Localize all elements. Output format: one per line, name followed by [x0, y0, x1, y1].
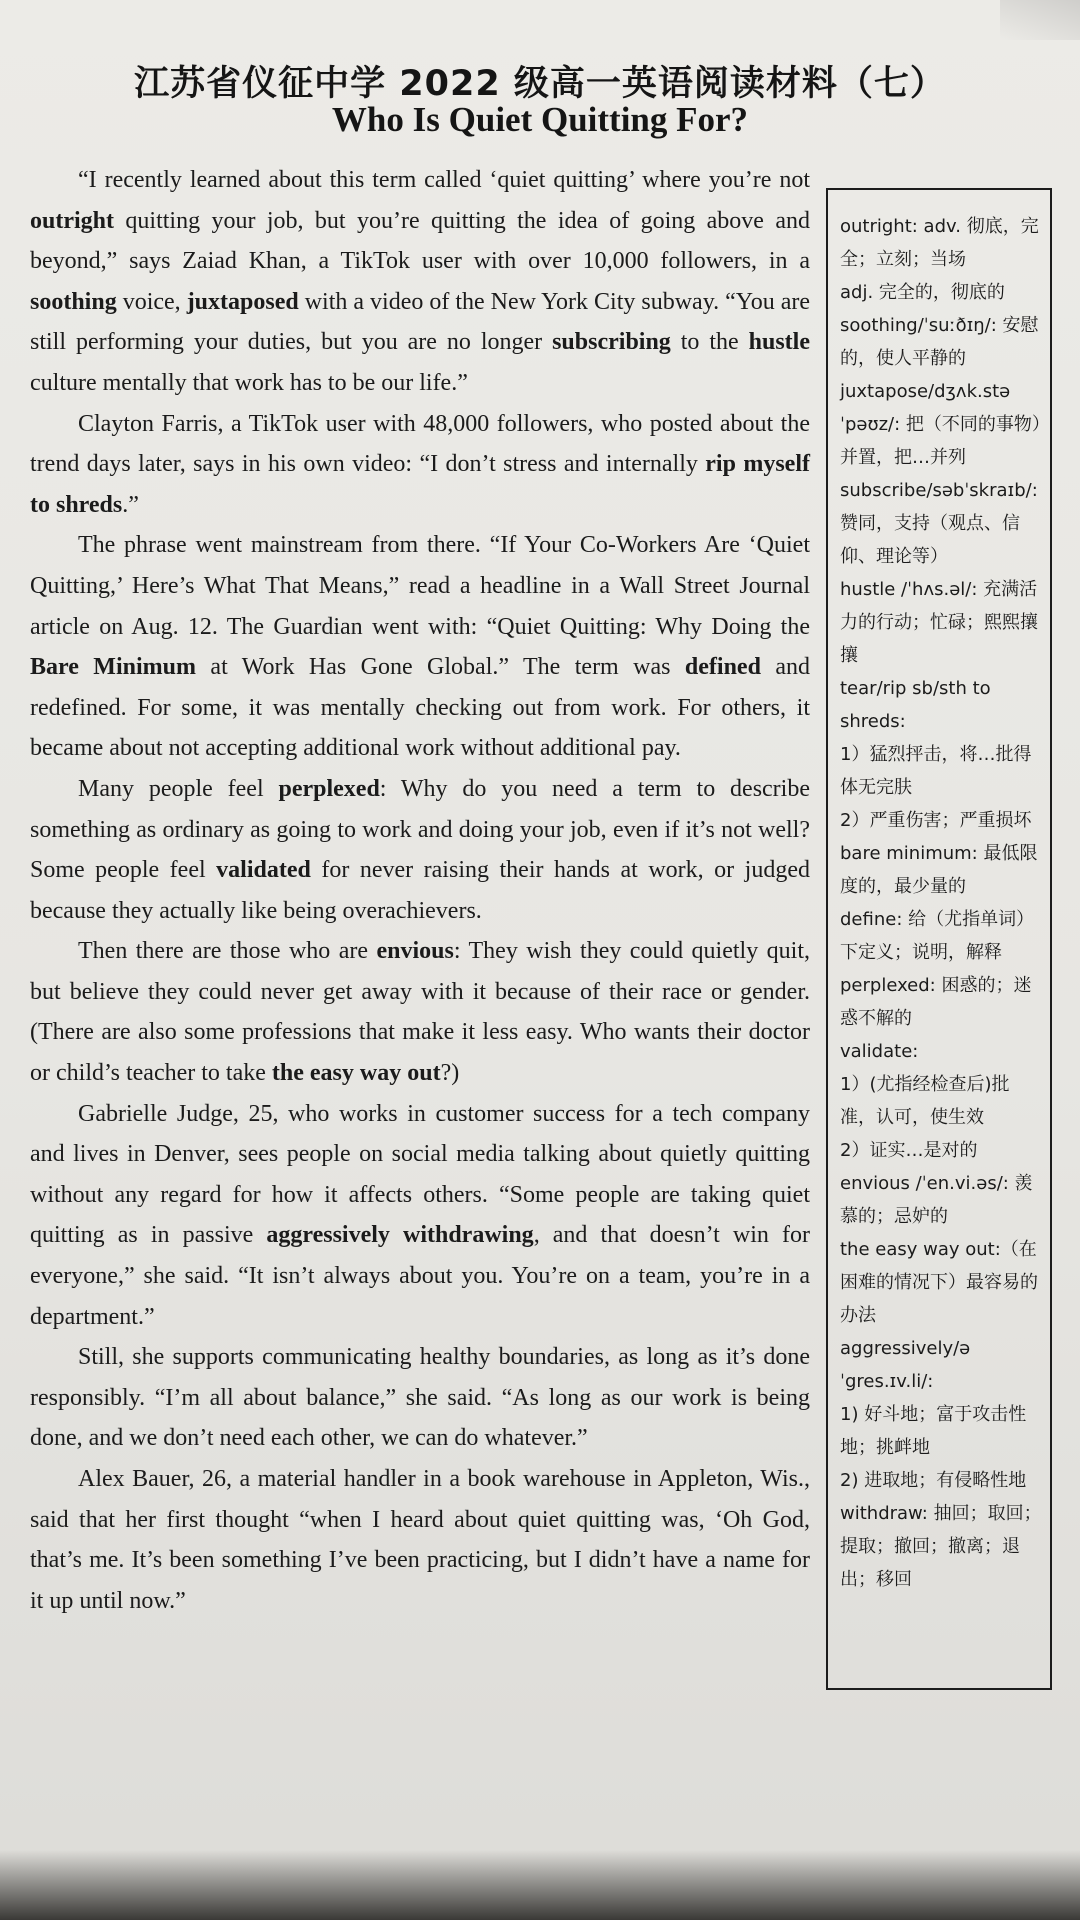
vocab-term: juxtaposed [186, 288, 299, 315]
glossary-entry: withdraw: 抽回；取回；提取；撤回；撤离；退出；移回 [840, 1503, 1042, 1590]
vocab-term: hustle [748, 329, 810, 356]
text-run: , and that doesn’t win for everyone,” she said. “It isn’t always about you. You’re on a team, you’re in a department.” [30, 1222, 810, 1330]
text-run: The phrase went mainstream from there. “If Your Co-Workers Are ‘Quiet Quitting,’ Here’s What That Means,” read a headline in a Wall Street Journal article on Aug. 12. The Guardian went with: “Quiet Quitting: Why Doing the [30, 532, 810, 640]
article-paragraph [30, 404, 810, 526]
glossary-entry: 2) 进取地；有侵略性地 [840, 1470, 1027, 1491]
glossary-entry: 2）严重伤害；严重损坏 [840, 810, 1032, 831]
glossary-entry: adj. 完全的，彻底的 [840, 282, 1005, 303]
text-run: Clayton Farris, a TikTok user with 48,000 followers, who posted about the trend days later, says in his own video: “I don’t stress and internally [30, 410, 810, 478]
glossary-entry: aggressively/əˈgres.ɪv.li/: [840, 1338, 971, 1392]
glossary-entry: the easy way out:（在困难的情况下）最容易的办法 [840, 1239, 1038, 1326]
vocab-term: envious [376, 938, 454, 965]
glossary-entry: 1) 好斗地；富于攻击性地；挑衅地 [840, 1404, 1027, 1458]
vocab-term: validated [216, 857, 311, 884]
text-run: Many people feel [78, 775, 279, 802]
vocab-term: aggressively withdrawing [266, 1222, 534, 1249]
page-bottom-shadow [0, 1850, 1080, 1920]
page-fold-shadow [1000, 0, 1080, 40]
vocab-term: Bare Minimum [30, 654, 196, 681]
article-paragraph [30, 1094, 810, 1338]
article-paragraph [30, 1459, 810, 1621]
article-title: Who Is Quiet Quitting For? [331, 100, 749, 139]
text-run: Gabrielle Judge, 25, who works in customer success for a tech company and lives in Denver, sees people on social media talking about quietly quitting without any regard for how it affects others. “Some people are taking quiet quitting as in passive [30, 1100, 810, 1249]
vocab-term: subscribing [552, 329, 671, 356]
vocab-term: the easy way out [271, 1060, 441, 1087]
vocab-term: rip myself to shreds [30, 451, 810, 518]
text-run: quitting your job, but you’re quitting the idea of going above and beyond,” says Zaiad Khan, a TikTok user with over 10,000 followers, in a [30, 207, 810, 275]
article-paragraph [30, 160, 810, 404]
text-run: Still, she supports communicating healthy boundaries, as long as it’s done responsibly. “I’m all about balance,” she said. “As long as our work is being done, and we don’t need each other, we can do whatever.” [30, 1344, 810, 1452]
glossary-entry: outright: adv. 彻底，完全；立刻；当场 [840, 216, 1039, 270]
text-run: for never raising their hands at work, or judged because they actually like being overachievers. [30, 857, 811, 924]
glossary-entry: perplexed: 困惑的；迷惑不解的 [840, 975, 1032, 1029]
glossary-entry: subscribe/səbˈskraɪb/: 赞同，支持（观点、信仰、理论等） [840, 480, 1038, 567]
article-paragraph [30, 525, 810, 769]
worksheet-title: 江苏省仪征中学 2022 级高一英语阅读材料（七） [134, 64, 946, 104]
glossary-entry: 1）(尤指经检查后)批准，认可，使生效 [840, 1074, 1010, 1128]
article-paragraph [30, 1337, 810, 1459]
text-run: : They wish they could quietly quit, but believe they could never get away with it because of their race or gender. (There are also some professions that make it less easy. Who wants their doctor or child’s teacher to take [30, 938, 810, 1087]
vocab-term: outright [30, 207, 114, 234]
article-body [30, 160, 810, 1621]
glossary-entry: bare minimum: 最低限度的，最少量的 [840, 843, 1038, 897]
glossary-entry: tear/rip sb/sth to shreds: [840, 678, 991, 732]
text-run: culture mentally that work has to be our life.” [30, 369, 468, 396]
text-run: to the [670, 329, 749, 356]
glossary-entry: validate: [840, 1041, 919, 1062]
vocab-term: perplexed [278, 775, 380, 802]
glossary-entry: juxtapose/dʒʌk.stəˈpəʊz/: 把（不同的事物）并置，把…并列 [840, 381, 1041, 468]
text-run: at Work Has Gone Global.” The term was [195, 654, 685, 681]
glossary-entry: envious /ˈen.vi.əs/: 羡慕的；忌妒的 [840, 1173, 1033, 1227]
text-run: : Why do you need a term to describe something as ordinary as going to work and doing your job, even if it’s not well? Some people feel [30, 775, 810, 884]
text-run: voice, [116, 288, 187, 315]
article-paragraph [30, 769, 810, 931]
glossary-entry: soothing/ˈsuːðɪŋ/: 安慰的，使人平静的 [840, 315, 1039, 369]
text-run: ?) [440, 1060, 460, 1087]
glossary-entry: 2）证实…是对的 [840, 1140, 978, 1161]
text-run: Then there are those who are [78, 938, 377, 965]
vocab-term: defined [684, 654, 761, 681]
text-run: “I recently learned about this term called ‘quiet quitting’ where you’re not [78, 167, 810, 193]
glossary-entry: hustle /ˈhʌs.əl/: 充满活力的行动；忙碌；熙熙攘攘 [840, 579, 1038, 666]
vocabulary-glossary-box [826, 188, 1052, 1690]
text-run: .” [122, 491, 139, 518]
vocab-term: soothing [30, 288, 117, 315]
glossary-entry: 1）猛烈抨击，将…批得体无完肤 [840, 744, 1032, 798]
text-run: Alex Bauer, 26, a material handler in a book warehouse in Appleton, Wis., said that her first thought “when I heard about quiet quitting was, ‘Oh God, that’s me. It’s been something I’ve been practicing, but I didn’t have a name for it up until now.” [30, 1466, 810, 1614]
text-run: and redefined. For some, it was mentally checking out from work. For others, it became about not accepting additional work without additional pay. [30, 654, 811, 762]
text-run: with a video of the New York City subway. “You are still performing your duties, but you are no longer [30, 288, 811, 356]
article-paragraph [30, 931, 810, 1093]
glossary-entry: define: 给（尤指单词）下定义；说明，解释 [840, 909, 1035, 963]
